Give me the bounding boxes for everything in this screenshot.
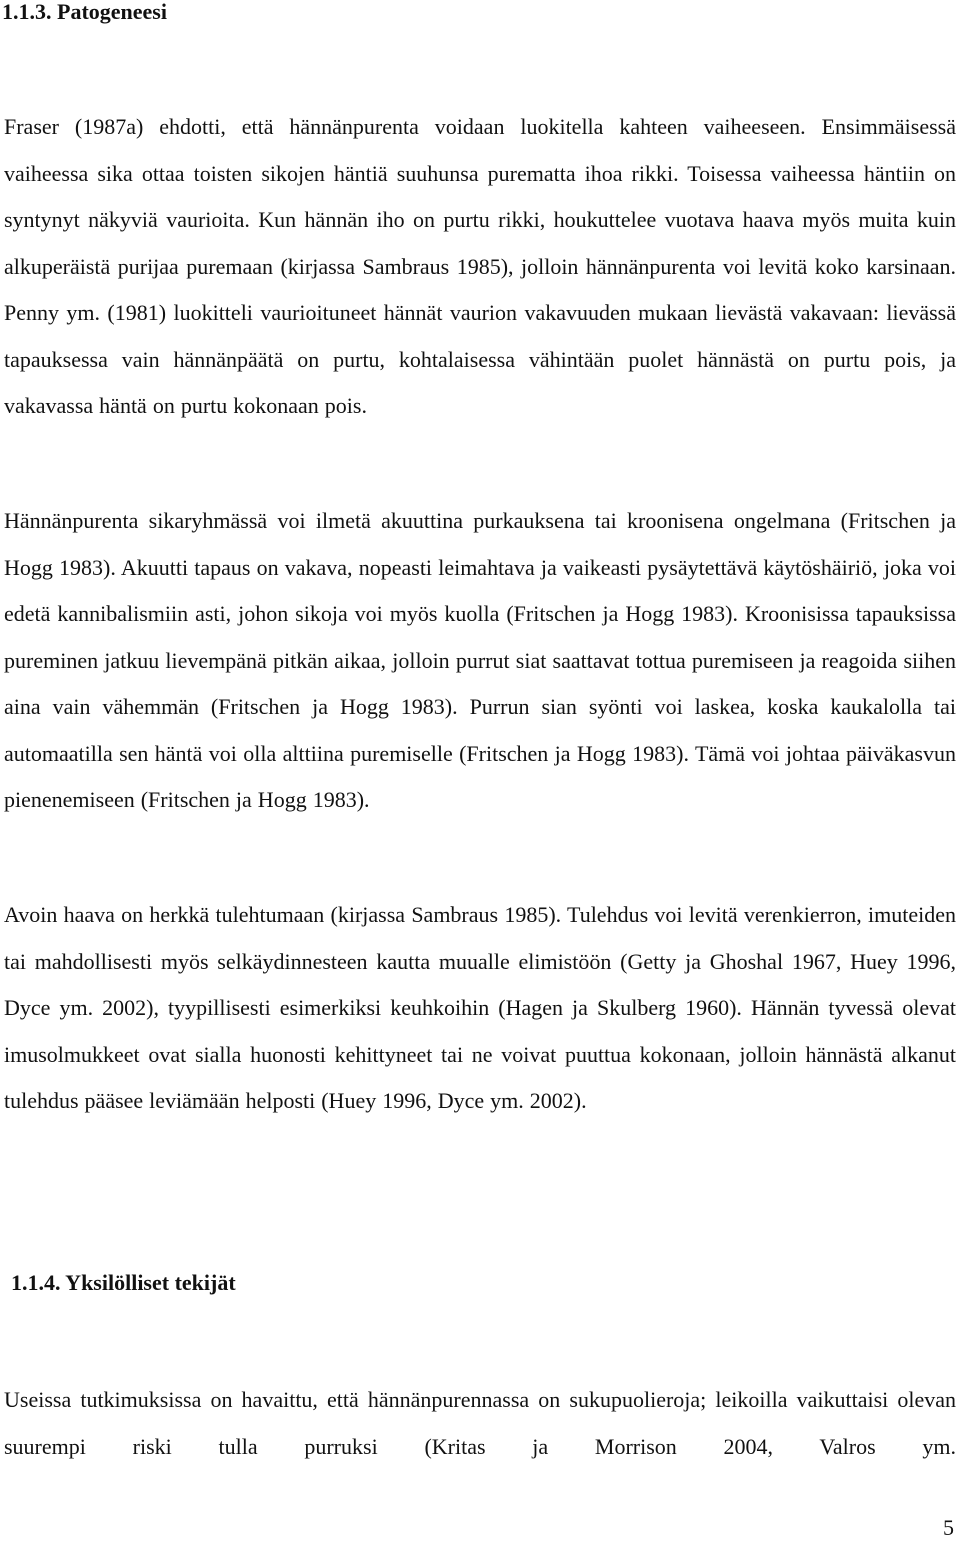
section-heading-patogeneesi: 1.1.3. Patogeneesi — [2, 0, 167, 24]
page-number: 5 — [943, 1515, 954, 1540]
paragraph-acute-chronic: Hännänpurenta sikaryhmässä voi ilmetä akuuttina purkauksena tai kroonisena ongelmana (Fritschen ja Hogg 1983). Akuutti tapaus on vakava, nopeasti leimahtava ja vaikeasti pysäytettävä käytöshäiriö, joka voi edetä kannibalismiin asti, johon sikoja voi myös kuolla (Fritschen ja Hogg 1983). Kroonisissa tapauksissa pureminen jatkuu lievempänä pitkän aikaa, jolloin purrut siat saattavat tottua puremiseen ja reagoida siihen aina vain vähemmän (Fritschen ja Hogg 1983). Purrun sian syönti voi laskea, koska kaukalolla tai automaatilla sen häntä voi olla alttiina puremiselle (Fritschen ja Hogg 1983). Tämä voi johtaa päiväkasvun pienenemiseen (Fritschen ja Hogg 1983). — [4, 508, 956, 812]
paragraph-infection: Avoin haava on herkkä tulehtumaan (kirjassa Sambraus 1985). Tulehdus voi levitä verenkierron, imuteiden tai mahdollisesti myös selkäydinnesteen kautta muualle elimistöön (Getty ja Ghoshal 1967, Huey 1996, Dyce ym. 2002), tyypillisesti esimerkiksi keuhkoihin (Hagen ja Skulberg 1960). Hännän tyvessä olevat imusolmukkeet ovat sialla huonosti kehittyneet tai ne voivat puuttua kokonaan, jolloin hännästä alkanut tulehdus pääsee leviämään helposti (Huey 1996, Dyce ym. 2002). — [4, 902, 956, 1113]
paragraph-fraser-stages: Fraser (1987a) ehdotti, että hännänpurenta voidaan luokitella kahteen vaiheeseen. Ensimmäisessä vaiheessa sika ottaa toisten sikojen häntiä suuhunsa purematta ihoa rikki. Toisessa vaiheessa häntiin on syntynyt näkyviä vaurioita. Kun hännän iho on purtu rikki, houkuttelee vuotava haava myös muita kuin alkuperäistä purijaa puremaan (kirjassa Sambraus 1985), jolloin hännänpurenta voi levitä koko karsinaan. Penny ym. (1981) luokitteli vaurioituneet hännät vaurion vakavuuden mukaan lievästä vakavaan: lievässä tapauksessa vain hännänpäätä on purtu, kohtalaisessa vähintään puolet hännästä on purtu pois, ja vakavassa häntä on purtu kokonaan pois. — [4, 114, 956, 418]
paragraph-sex-differences: Useissa tutkimuksissa on havaittu, että hännänpurennassa on sukupuolieroja; leikoilla vaikuttaisi olevan suurempi riski tulla purruksi (Kritas ja Morrison 2004, Valros ym. — [4, 1387, 956, 1459]
section-heading-yksilolliset-tekijat: 1.1.4. Yksilölliset tekijät — [11, 1270, 236, 1295]
